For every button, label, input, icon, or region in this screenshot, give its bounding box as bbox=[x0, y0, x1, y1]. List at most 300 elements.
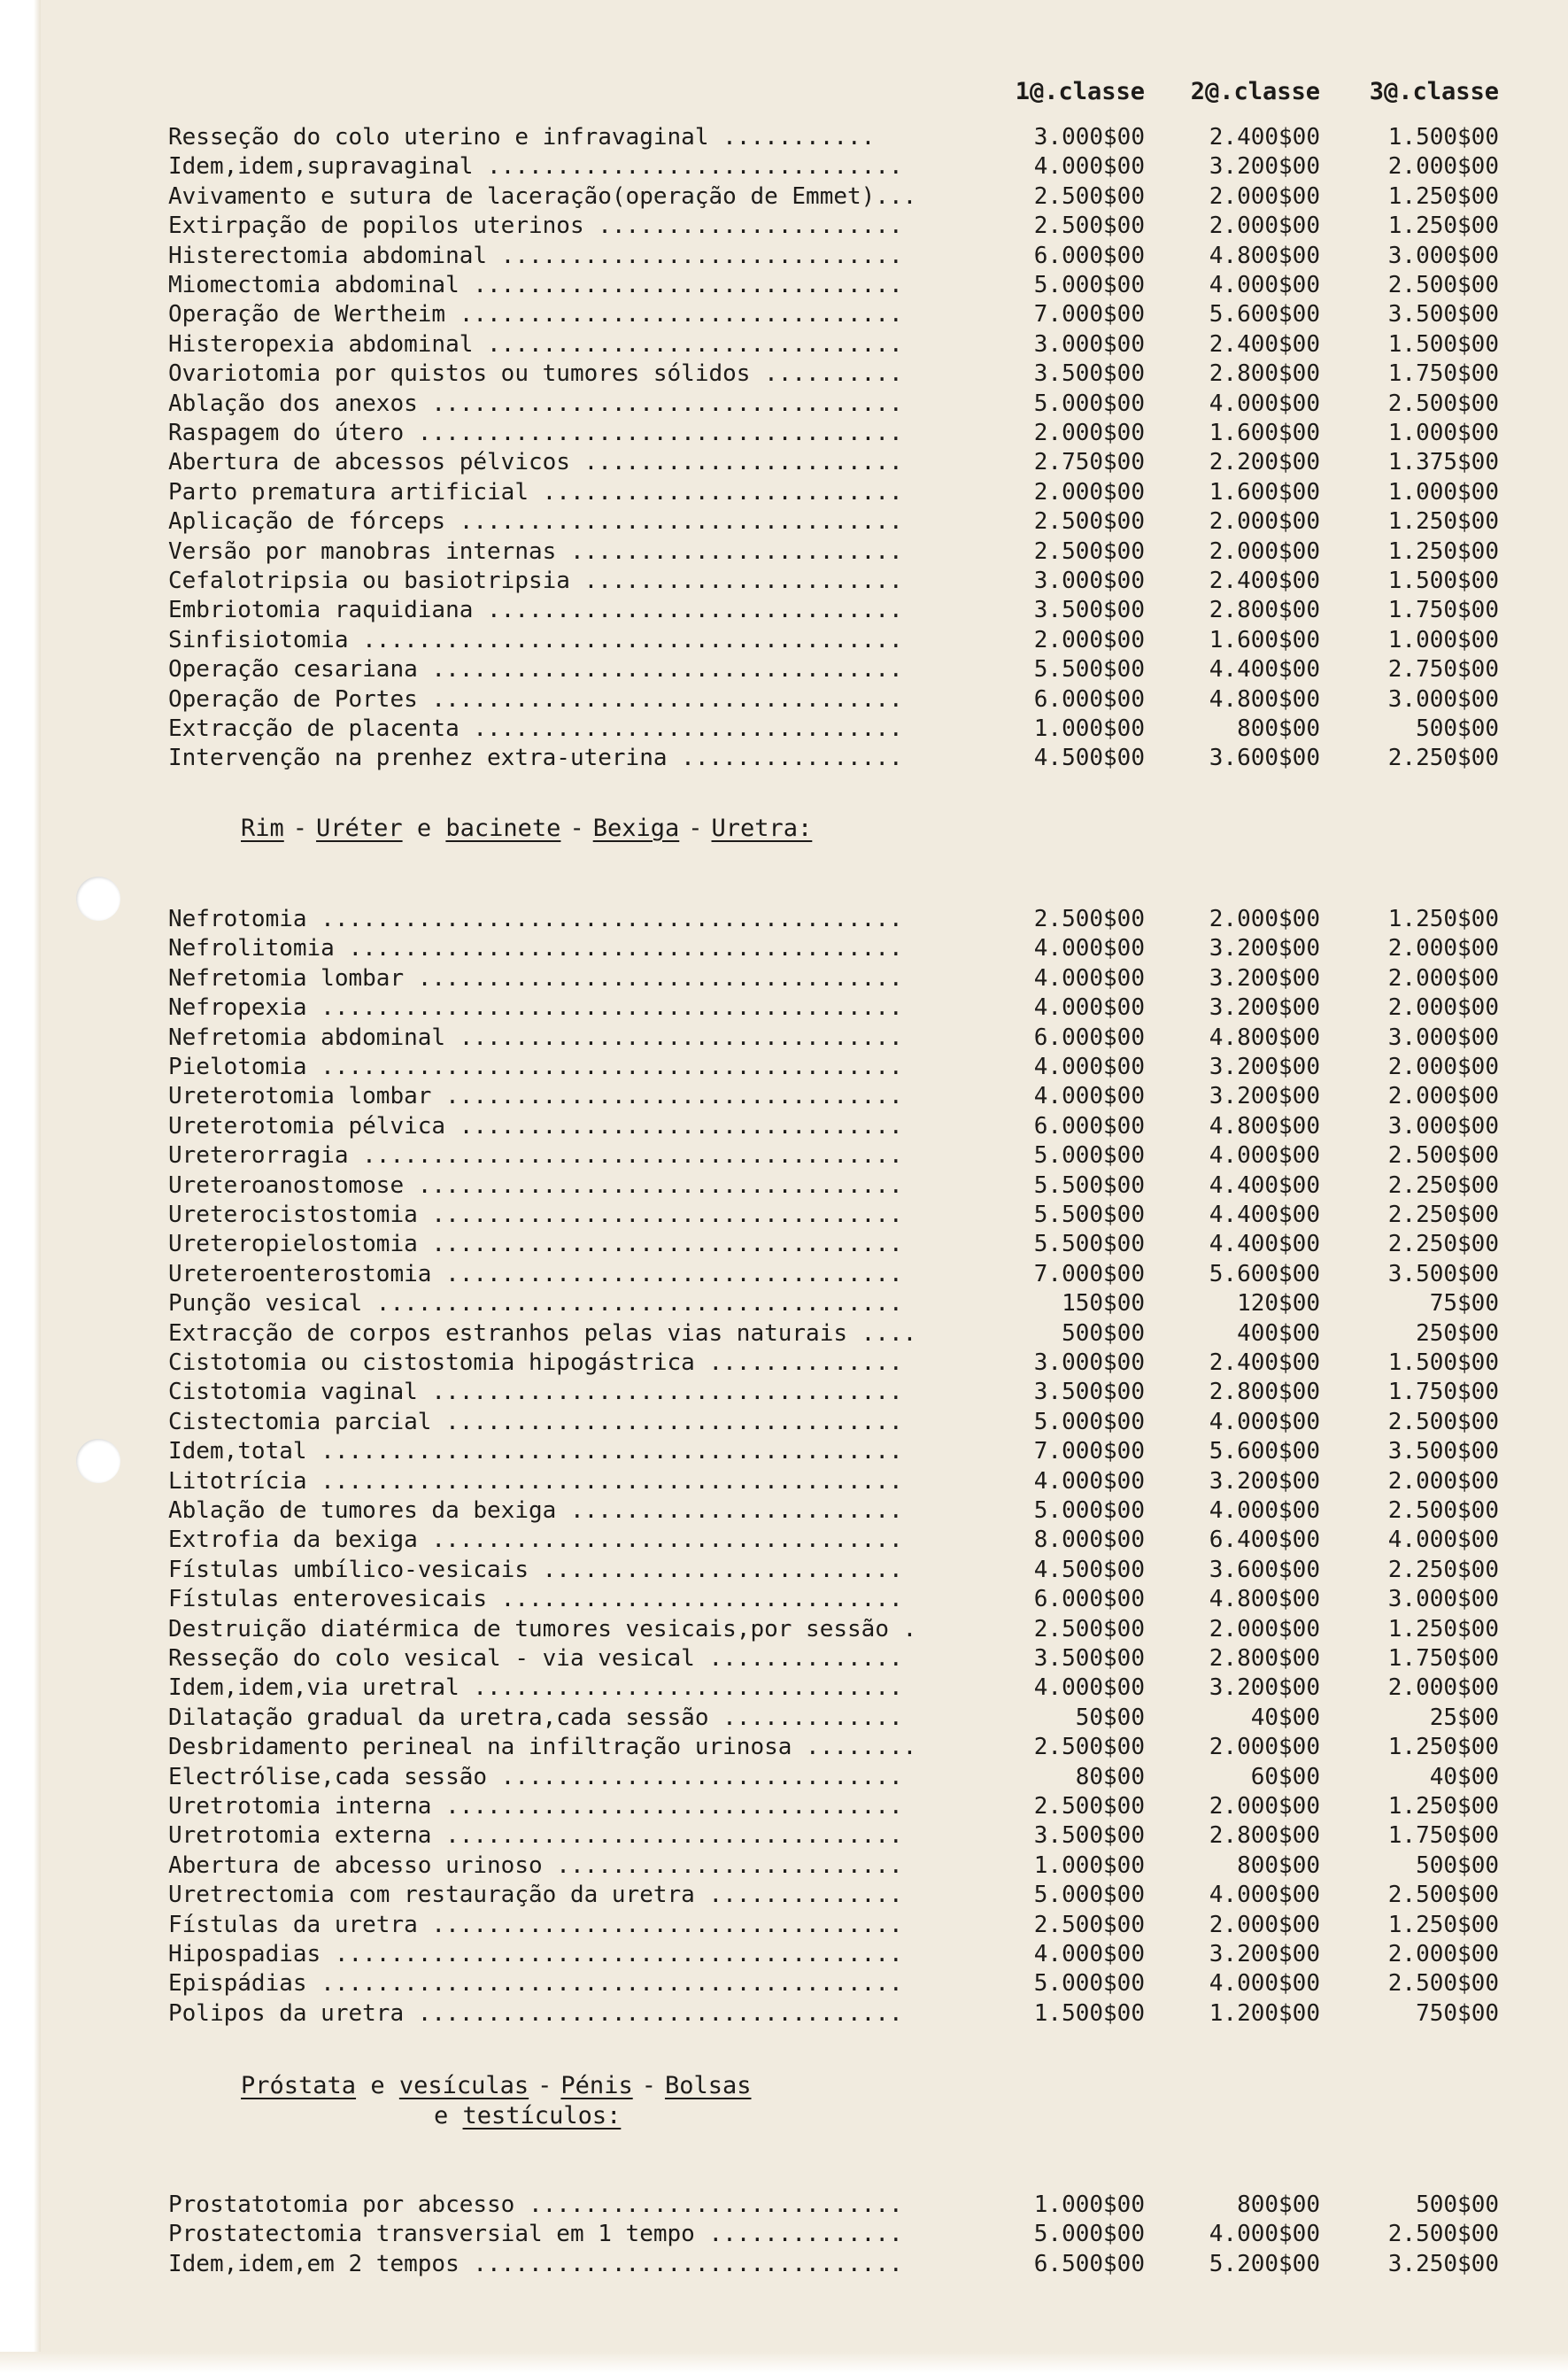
table-row bbox=[0, 933, 1568, 963]
price-class-3: 1.250$00 bbox=[1387, 508, 1499, 536]
price-class-1: 4.000$00 bbox=[1033, 935, 1145, 962]
procedure-name: Nefrolitomia ........................................ bbox=[168, 935, 903, 962]
price-class-1: 2.750$00 bbox=[1033, 449, 1145, 476]
heading-word: e bbox=[370, 2072, 385, 2099]
procedure-name: Versão por manobras internas ........................ bbox=[168, 537, 903, 565]
table-row bbox=[0, 1614, 1568, 1644]
procedure-name: Desbridamento perineal na infiltração urinosa ........ bbox=[168, 1734, 917, 1761]
price-class-2: 2.000$00 bbox=[1209, 1911, 1320, 1938]
table-row bbox=[0, 1880, 1568, 1910]
table-row bbox=[0, 1820, 1568, 1851]
price-class-3: 2.500$00 bbox=[1387, 1882, 1499, 1909]
price-class-2: 3.200$00 bbox=[1209, 1467, 1320, 1495]
price-class-2: 3.600$00 bbox=[1209, 745, 1320, 772]
price-class-3: 3.000$00 bbox=[1387, 1024, 1499, 1051]
price-class-3: 3.500$00 bbox=[1387, 1438, 1499, 1465]
table-row bbox=[0, 506, 1568, 537]
price-class-2: 2.800$00 bbox=[1209, 1822, 1320, 1850]
price-class-2: 4.000$00 bbox=[1209, 1497, 1320, 1524]
procedure-name: Sinfisiotomia ....................................... bbox=[168, 626, 903, 653]
heading-word: e bbox=[416, 815, 432, 842]
price-class-1: 4.000$00 bbox=[1033, 1941, 1145, 1967]
table-row bbox=[0, 1140, 1568, 1171]
price-class-2: 3.200$00 bbox=[1209, 1674, 1320, 1702]
price-class-3: 1.000$00 bbox=[1387, 626, 1499, 653]
table-row bbox=[0, 1732, 1568, 1762]
price-class-1: 500$00 bbox=[1062, 1319, 1145, 1347]
price-class-1: 2.500$00 bbox=[1033, 508, 1145, 536]
price-class-2: 4.000$00 bbox=[1209, 2221, 1320, 2248]
price-class-3: 1.250$00 bbox=[1387, 537, 1499, 565]
price-class-1: 6.500$00 bbox=[1033, 2250, 1145, 2277]
price-class-3: 2.000$00 bbox=[1387, 153, 1499, 181]
price-class-3: 1.500$00 bbox=[1387, 1349, 1499, 1376]
price-class-1: 2.000$00 bbox=[1033, 626, 1145, 653]
section-heading-prostata-line2 bbox=[434, 2100, 621, 2132]
price-class-3: 3.000$00 bbox=[1387, 685, 1499, 713]
heading-word: Uréter bbox=[316, 815, 403, 842]
price-class-2: 40$00 bbox=[1250, 1704, 1320, 1731]
price-class-1: 7.000$00 bbox=[1033, 301, 1145, 329]
price-class-1: 3.000$00 bbox=[1033, 1349, 1145, 1376]
price-class-3: 750$00 bbox=[1416, 1999, 1499, 2027]
procedure-name: Nefropexia .......................................... bbox=[168, 994, 903, 1022]
table-row bbox=[0, 270, 1568, 300]
table-row bbox=[0, 477, 1568, 507]
table-row bbox=[0, 1288, 1568, 1318]
price-class-1: 5.500$00 bbox=[1033, 656, 1145, 684]
heading-word: Bexiga bbox=[592, 815, 680, 842]
price-class-3: 2.500$00 bbox=[1387, 2221, 1499, 2248]
procedure-name: Punção vesical ...................................... bbox=[168, 1290, 903, 1318]
procedure-name: Operação de Portes .................................. bbox=[168, 685, 903, 713]
price-class-2: 4.800$00 bbox=[1209, 242, 1320, 269]
price-class-2: 4.400$00 bbox=[1209, 1202, 1320, 1228]
procedure-name: Nefretomia abdominal ................................ bbox=[168, 1024, 903, 1051]
procedure-name: Epispádias .......................................... bbox=[168, 1970, 903, 1998]
table-row bbox=[0, 1643, 1568, 1673]
procedure-name: Uretrectomia com restauração da uretra .............. bbox=[168, 1882, 903, 1909]
price-class-3: 3.250$00 bbox=[1387, 2250, 1499, 2277]
table-row bbox=[0, 1762, 1568, 1792]
heading-word: e bbox=[434, 2102, 449, 2130]
price-class-2: 400$00 bbox=[1237, 1319, 1320, 1347]
price-class-1: 2.500$00 bbox=[1033, 1911, 1145, 1938]
price-class-1: 4.000$00 bbox=[1033, 964, 1145, 992]
price-class-2: 4.000$00 bbox=[1209, 1970, 1320, 1998]
price-class-1: 3.000$00 bbox=[1033, 568, 1145, 594]
table-row bbox=[0, 537, 1568, 567]
table-row bbox=[0, 1466, 1568, 1496]
table-row bbox=[0, 1436, 1568, 1466]
price-class-2: 4.800$00 bbox=[1209, 1586, 1320, 1613]
price-class-1: 2.500$00 bbox=[1033, 213, 1145, 240]
procedure-name: Litotrícia .......................................... bbox=[168, 1467, 903, 1495]
price-class-2: 2.000$00 bbox=[1209, 182, 1320, 210]
price-class-2: 4.800$00 bbox=[1209, 1024, 1320, 1051]
table-row bbox=[0, 1496, 1568, 1526]
procedure-name: Extirpação de popilos uterinos ...................... bbox=[168, 213, 903, 240]
procedure-name: Avivamento e sutura de laceração(operação de Emmet)... bbox=[168, 182, 917, 210]
price-class-1: 4.000$00 bbox=[1033, 1467, 1145, 1495]
table-row bbox=[0, 1023, 1568, 1053]
table-row bbox=[0, 625, 1568, 655]
price-class-2: 800$00 bbox=[1237, 2191, 1320, 2218]
price-class-3: 1.250$00 bbox=[1387, 213, 1499, 240]
price-class-3: 4.000$00 bbox=[1387, 1527, 1499, 1554]
table-row bbox=[0, 389, 1568, 419]
price-class-2: 3.200$00 bbox=[1209, 1941, 1320, 1967]
price-class-3: 2.250$00 bbox=[1387, 1171, 1499, 1199]
table-row bbox=[0, 447, 1568, 477]
procedure-name: Histeropexia abdominal .............................. bbox=[168, 330, 903, 358]
heading-word: testículos: bbox=[462, 2102, 622, 2130]
section-heading-rim: Rim - Uréter e bacinete - Bexiga - Uretra: bbox=[241, 815, 813, 842]
price-class-2: 2.000$00 bbox=[1209, 1734, 1320, 1761]
price-class-1: 5.500$00 bbox=[1033, 1171, 1145, 1199]
procedure-name: Ablação de tumores da bexiga ........................ bbox=[168, 1497, 903, 1524]
price-class-2: 4.800$00 bbox=[1209, 1112, 1320, 1140]
price-class-3: 1.750$00 bbox=[1387, 597, 1499, 624]
table-row bbox=[0, 2249, 1568, 2279]
heading-word: Bolsas bbox=[664, 2072, 752, 2099]
price-class-1: 5.000$00 bbox=[1033, 272, 1145, 298]
price-class-1: 2.500$00 bbox=[1033, 537, 1145, 565]
procedure-name: Extrofia da bexiga .................................. bbox=[168, 1527, 903, 1554]
price-class-1: 2.000$00 bbox=[1033, 478, 1145, 506]
price-class-3: 75$00 bbox=[1429, 1290, 1499, 1318]
price-class-1: 4.500$00 bbox=[1033, 745, 1145, 772]
column-header-1: 1@.classe bbox=[1015, 78, 1145, 105]
price-class-2: 3.200$00 bbox=[1209, 153, 1320, 181]
price-class-1: 5.000$00 bbox=[1033, 1408, 1145, 1435]
price-class-1: 4.000$00 bbox=[1033, 1054, 1145, 1080]
price-class-1: 6.000$00 bbox=[1033, 1112, 1145, 1140]
price-class-3: 250$00 bbox=[1416, 1319, 1499, 1347]
procedure-name: Prostatectomia transversial em 1 tempo .............. bbox=[168, 2221, 903, 2248]
price-class-1: 2.500$00 bbox=[1033, 1793, 1145, 1820]
table-row bbox=[0, 122, 1568, 152]
price-class-2: 4.000$00 bbox=[1209, 390, 1320, 417]
price-class-3: 1.250$00 bbox=[1387, 1911, 1499, 1938]
price-class-3: 2.500$00 bbox=[1387, 1408, 1499, 1435]
price-class-3: 2.000$00 bbox=[1387, 935, 1499, 962]
table-row bbox=[0, 1348, 1568, 1378]
heading-word: Rim bbox=[241, 815, 284, 842]
price-class-2: 5.600$00 bbox=[1209, 1260, 1320, 1287]
price-class-2: 2.000$00 bbox=[1209, 1793, 1320, 1820]
price-class-2: 120$00 bbox=[1237, 1290, 1320, 1318]
procedure-name: Histerectomia abdominal ............................. bbox=[168, 242, 903, 269]
table-row bbox=[0, 211, 1568, 241]
price-class-2: 800$00 bbox=[1237, 1851, 1320, 1879]
procedure-name: Extracção de placenta ............................... bbox=[168, 715, 903, 742]
price-class-2: 2.000$00 bbox=[1209, 508, 1320, 536]
price-class-1: 8.000$00 bbox=[1033, 1527, 1145, 1554]
table-row bbox=[0, 566, 1568, 596]
procedure-name: Fístulas da uretra .................................. bbox=[168, 1911, 903, 1938]
price-class-3: 1.000$00 bbox=[1387, 478, 1499, 506]
price-class-3: 2.500$00 bbox=[1387, 272, 1499, 298]
table-row bbox=[0, 1673, 1568, 1703]
price-class-2: 3.200$00 bbox=[1209, 964, 1320, 992]
table-row bbox=[0, 1259, 1568, 1289]
price-class-1: 2.500$00 bbox=[1033, 1734, 1145, 1761]
table-row bbox=[0, 1525, 1568, 1555]
price-class-3: 2.500$00 bbox=[1387, 390, 1499, 417]
price-class-1: 80$00 bbox=[1075, 1763, 1145, 1790]
price-class-1: 2.500$00 bbox=[1033, 1615, 1145, 1643]
price-class-2: 4.000$00 bbox=[1209, 1142, 1320, 1170]
price-class-2: 2.400$00 bbox=[1209, 124, 1320, 151]
procedure-name: Resseção do colo vesical - via vesical .............. bbox=[168, 1645, 903, 1672]
procedure-name: Extracção de corpos estranhos pelas vias naturais .... bbox=[168, 1319, 917, 1347]
procedure-name: Aplicação de fórceps ................................ bbox=[168, 508, 903, 536]
price-class-2: 3.200$00 bbox=[1209, 935, 1320, 962]
table-row bbox=[0, 1998, 1568, 2029]
price-class-1: 6.000$00 bbox=[1033, 685, 1145, 713]
procedure-name: Hipospadias ......................................... bbox=[168, 1941, 903, 1967]
table-row bbox=[0, 151, 1568, 182]
procedure-name: Ureteroenterostomia ................................. bbox=[168, 1260, 903, 1287]
price-class-1: 3.500$00 bbox=[1033, 1822, 1145, 1850]
price-class-1: 5.000$00 bbox=[1033, 1497, 1145, 1524]
price-class-2: 2.000$00 bbox=[1209, 213, 1320, 240]
price-class-1: 50$00 bbox=[1075, 1704, 1145, 1731]
price-class-2: 60$00 bbox=[1250, 1763, 1320, 1790]
price-class-3: 2.500$00 bbox=[1387, 1970, 1499, 1998]
price-class-1: 3.500$00 bbox=[1033, 1645, 1145, 1672]
table-row bbox=[0, 2190, 1568, 2220]
table-row bbox=[0, 359, 1568, 389]
procedure-name: Operação de Wertheim ................................ bbox=[168, 301, 903, 329]
price-class-1: 2.000$00 bbox=[1033, 420, 1145, 446]
price-class-3: 1.250$00 bbox=[1387, 1793, 1499, 1820]
table-row bbox=[0, 182, 1568, 212]
price-class-3: 2.000$00 bbox=[1387, 964, 1499, 992]
table-row bbox=[0, 1584, 1568, 1614]
procedure-name: Prostatotomia por abcesso ........................... bbox=[168, 2191, 903, 2218]
price-class-3: 2.000$00 bbox=[1387, 1083, 1499, 1110]
price-class-2: 2.400$00 bbox=[1209, 568, 1320, 594]
table-row bbox=[0, 904, 1568, 934]
table-row bbox=[0, 1791, 1568, 1821]
price-class-1: 4.000$00 bbox=[1033, 1674, 1145, 1702]
table-row bbox=[0, 1910, 1568, 1940]
price-class-3: 3.000$00 bbox=[1387, 242, 1499, 269]
table-row bbox=[0, 654, 1568, 684]
table-row bbox=[0, 1703, 1568, 1733]
price-class-2: 3.600$00 bbox=[1209, 1556, 1320, 1583]
price-class-3: 2.000$00 bbox=[1387, 1941, 1499, 1967]
procedure-name: Polipos da uretra ................................... bbox=[168, 1999, 903, 2027]
procedure-name: Cefalotripsia ou basiotripsia ....................... bbox=[168, 568, 903, 594]
price-class-1: 1.000$00 bbox=[1033, 1851, 1145, 1879]
table-row bbox=[0, 1377, 1568, 1407]
price-class-3: 1.250$00 bbox=[1387, 182, 1499, 210]
price-class-1: 2.500$00 bbox=[1033, 906, 1145, 932]
price-class-1: 5.000$00 bbox=[1033, 1970, 1145, 1998]
table-row bbox=[0, 418, 1568, 448]
procedure-name: Operação cesariana .................................. bbox=[168, 656, 903, 684]
procedure-name: Parto prematura artificial .......................... bbox=[168, 478, 903, 506]
procedure-name: Cistotomia ou cistostomia hipogástrica .............. bbox=[168, 1349, 903, 1376]
price-class-1: 5.000$00 bbox=[1033, 2221, 1145, 2248]
price-class-1: 1.000$00 bbox=[1033, 2191, 1145, 2218]
procedure-name: Cistectomia parcial ................................. bbox=[168, 1408, 903, 1435]
price-class-3: 2.000$00 bbox=[1387, 1467, 1499, 1495]
price-class-2: 2.800$00 bbox=[1209, 1645, 1320, 1672]
price-class-1: 6.000$00 bbox=[1033, 1024, 1145, 1051]
procedure-name: Ureterorragia ....................................... bbox=[168, 1142, 903, 1170]
price-class-3: 1.500$00 bbox=[1387, 568, 1499, 594]
heading-word: Uretra: bbox=[711, 815, 813, 842]
price-class-3: 2.250$00 bbox=[1387, 1202, 1499, 1228]
table-row bbox=[0, 684, 1568, 715]
price-class-3: 40$00 bbox=[1429, 1763, 1499, 1790]
price-class-3: 1.250$00 bbox=[1387, 1615, 1499, 1643]
procedure-name: Intervenção na prenhez extra-uterina ................ bbox=[168, 745, 903, 772]
price-class-1: 6.000$00 bbox=[1033, 242, 1145, 269]
price-class-2: 1.200$00 bbox=[1209, 1999, 1320, 2027]
procedure-name: Cistotomia vaginal .................................. bbox=[168, 1379, 903, 1406]
price-class-3: 2.000$00 bbox=[1387, 1674, 1499, 1702]
price-class-1: 2.500$00 bbox=[1033, 182, 1145, 210]
table-row bbox=[0, 1200, 1568, 1230]
price-class-3: 500$00 bbox=[1416, 715, 1499, 742]
price-class-3: 1.750$00 bbox=[1387, 360, 1499, 388]
price-class-2: 4.400$00 bbox=[1209, 1171, 1320, 1199]
procedure-name: Idem,idem,via uretral ............................... bbox=[168, 1674, 903, 1702]
price-class-2: 5.200$00 bbox=[1209, 2250, 1320, 2277]
price-class-1: 5.500$00 bbox=[1033, 1202, 1145, 1228]
procedure-name: Idem,total .......................................... bbox=[168, 1438, 903, 1465]
heading-word: vesículas bbox=[398, 2072, 529, 2099]
price-class-2: 2.000$00 bbox=[1209, 906, 1320, 932]
table-row bbox=[0, 1111, 1568, 1141]
price-class-3: 2.250$00 bbox=[1387, 745, 1499, 772]
procedure-name: Abertura de abcesso urinoso ......................... bbox=[168, 1851, 903, 1879]
price-class-3: 1.250$00 bbox=[1387, 1734, 1499, 1761]
price-class-1: 7.000$00 bbox=[1033, 1438, 1145, 1465]
price-class-1: 4.000$00 bbox=[1033, 153, 1145, 181]
table-row bbox=[0, 329, 1568, 359]
table-row bbox=[0, 1939, 1568, 1969]
price-class-3: 1.250$00 bbox=[1387, 906, 1499, 932]
price-class-3: 3.500$00 bbox=[1387, 1260, 1499, 1287]
price-class-3: 1.750$00 bbox=[1387, 1645, 1499, 1672]
procedure-name: Uretrotomia externa ................................. bbox=[168, 1822, 903, 1850]
price-class-2: 5.600$00 bbox=[1209, 301, 1320, 329]
price-class-2: 2.400$00 bbox=[1209, 1349, 1320, 1376]
table-row bbox=[0, 1851, 1568, 1881]
procedure-name: Abertura de abcessos pélvicos ....................... bbox=[168, 449, 903, 476]
price-class-2: 4.400$00 bbox=[1209, 1231, 1320, 1258]
price-class-2: 3.200$00 bbox=[1209, 1054, 1320, 1080]
price-class-1: 3.500$00 bbox=[1033, 360, 1145, 388]
procedure-name: Fístulas enterovesicais ............................. bbox=[168, 1586, 903, 1613]
price-class-3: 2.750$00 bbox=[1387, 656, 1499, 684]
price-class-2: 6.400$00 bbox=[1209, 1527, 1320, 1554]
section-heading-prostata-line1: Próstata e vesículas - Pénis - Bolsas bbox=[241, 2072, 752, 2099]
price-class-3: 2.000$00 bbox=[1387, 1054, 1499, 1080]
table-row bbox=[0, 1081, 1568, 1111]
procedure-name: Ureterocistostomia .................................. bbox=[168, 1202, 903, 1228]
price-class-1: 5.000$00 bbox=[1033, 1882, 1145, 1909]
procedure-name: Dilatação gradual da uretra,cada sessão ............. bbox=[168, 1704, 903, 1731]
procedure-name: Embriotomia raquidiana .............................. bbox=[168, 597, 903, 624]
price-class-2: 1.600$00 bbox=[1209, 478, 1320, 506]
column-header-3: 3@.classe bbox=[1369, 78, 1499, 105]
procedure-name: Nefretomia lombar ................................... bbox=[168, 964, 903, 992]
procedure-name: Ureterotomia pélvica ................................ bbox=[168, 1112, 903, 1140]
price-class-3: 500$00 bbox=[1416, 1851, 1499, 1879]
table-row bbox=[0, 714, 1568, 744]
price-class-2: 2.800$00 bbox=[1209, 360, 1320, 388]
price-class-1: 3.500$00 bbox=[1033, 597, 1145, 624]
price-class-1: 7.000$00 bbox=[1033, 1260, 1145, 1287]
price-class-2: 4.400$00 bbox=[1209, 656, 1320, 684]
price-class-2: 3.200$00 bbox=[1209, 994, 1320, 1022]
price-class-1: 6.000$00 bbox=[1033, 1586, 1145, 1613]
procedure-name: Raspagem do útero ................................... bbox=[168, 420, 903, 446]
price-class-3: 500$00 bbox=[1416, 2191, 1499, 2218]
table-row bbox=[0, 595, 1568, 625]
price-class-3: 1.500$00 bbox=[1387, 330, 1499, 358]
procedure-name: Ureteropielostomia .................................. bbox=[168, 1231, 903, 1258]
price-class-3: 25$00 bbox=[1429, 1704, 1499, 1731]
procedure-name: Fístulas umbílico-vesicais .......................... bbox=[168, 1556, 903, 1583]
price-class-1: 3.000$00 bbox=[1033, 124, 1145, 151]
procedure-name: Pielotomia .......................................... bbox=[168, 1054, 903, 1080]
table-row bbox=[0, 1171, 1568, 1201]
price-class-2: 4.000$00 bbox=[1209, 1882, 1320, 1909]
table-row bbox=[0, 1407, 1568, 1437]
price-class-3: 2.250$00 bbox=[1387, 1556, 1499, 1583]
price-class-1: 5.500$00 bbox=[1033, 1231, 1145, 1258]
procedure-name: Resseção do colo uterino e infravaginal ........... bbox=[168, 124, 876, 151]
price-class-2: 2.800$00 bbox=[1209, 1379, 1320, 1406]
table-row bbox=[0, 993, 1568, 1023]
procedure-name: Ureterotomia lombar ................................. bbox=[168, 1083, 903, 1110]
price-class-3: 3.000$00 bbox=[1387, 1112, 1499, 1140]
procedure-name: Ureteroanostomose ................................... bbox=[168, 1171, 903, 1199]
price-class-3: 3.500$00 bbox=[1387, 301, 1499, 329]
price-class-2: 4.000$00 bbox=[1209, 1408, 1320, 1435]
price-class-3: 2.500$00 bbox=[1387, 1497, 1499, 1524]
procedure-name: Electrólise,cada sessão ............................. bbox=[168, 1763, 903, 1790]
price-class-2: 2.200$00 bbox=[1209, 449, 1320, 476]
price-class-3: 1.750$00 bbox=[1387, 1822, 1499, 1850]
price-class-2: 2.000$00 bbox=[1209, 1615, 1320, 1643]
price-class-1: 5.000$00 bbox=[1033, 1142, 1145, 1170]
price-class-3: 2.000$00 bbox=[1387, 994, 1499, 1022]
procedure-name: Idem,idem,supravaginal .............................. bbox=[168, 153, 903, 181]
table-row bbox=[0, 1968, 1568, 1998]
heading-word: Próstata bbox=[241, 2072, 357, 2099]
table-row bbox=[0, 1052, 1568, 1082]
table-row bbox=[0, 1318, 1568, 1349]
price-class-2: 4.000$00 bbox=[1209, 272, 1320, 298]
price-class-3: 1.000$00 bbox=[1387, 420, 1499, 446]
price-class-3: 3.000$00 bbox=[1387, 1586, 1499, 1613]
price-class-3: 2.250$00 bbox=[1387, 1231, 1499, 1258]
heading-word: bacinete bbox=[445, 815, 561, 842]
table-row bbox=[0, 963, 1568, 993]
procedure-name: Miomectomia abdominal ............................... bbox=[168, 272, 903, 298]
price-class-2: 4.800$00 bbox=[1209, 685, 1320, 713]
price-class-1: 5.000$00 bbox=[1033, 390, 1145, 417]
